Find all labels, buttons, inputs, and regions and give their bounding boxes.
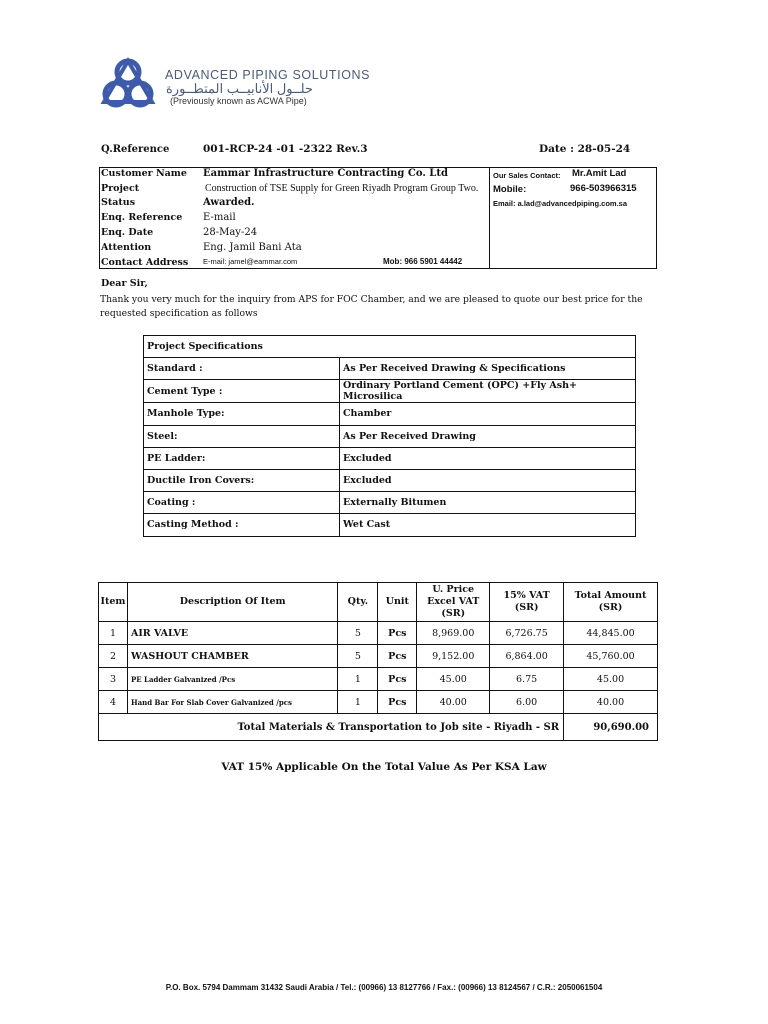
spec-key: Steel:	[144, 425, 340, 447]
total-label: Total Materials & Transportation to Job site - Riyadh - SR	[99, 714, 564, 741]
spec-key: PE Ladder:	[144, 447, 340, 469]
item-description: AIR VALVE	[127, 622, 337, 645]
spec-row	[144, 403, 636, 425]
item-total: 44,845.00	[564, 622, 658, 645]
total-line1: Total Amount	[574, 590, 647, 601]
col-header-unit: Unit	[378, 583, 417, 622]
spec-key: Ductile Iron Covers:	[144, 469, 340, 491]
brand-arabic-name: حلــول الأنابيــب المتطــورة	[166, 81, 313, 96]
item-total: 40.00	[564, 691, 658, 714]
project-value: Construction of TSE Supply for Green Riyadh Program Group Two.	[205, 183, 479, 194]
spec-row	[144, 425, 636, 447]
status-label: Status	[101, 197, 136, 208]
items-header-row	[99, 583, 658, 622]
brand-name: ADVANCED PIPING SOLUTIONS	[165, 68, 371, 82]
project-label: Project	[101, 183, 140, 194]
customer-box-divider	[489, 167, 490, 269]
attention-value: Eng. Jamil Bani Ata	[203, 242, 302, 253]
sales-contact-label: Our Sales Contact:	[493, 171, 561, 180]
spec-row	[144, 492, 636, 514]
spec-header: Project Specifications	[144, 336, 636, 358]
item-description: PE Ladder Galvanized /Pcs	[127, 668, 337, 691]
attention-label: Attention	[101, 242, 152, 253]
specifications-table	[143, 335, 636, 537]
spec-row	[144, 469, 636, 491]
spec-key: Coating :	[144, 492, 340, 514]
table-row	[99, 668, 658, 691]
col-header-item: Item	[99, 583, 128, 622]
col-header-qty: Qty.	[338, 583, 378, 622]
customer-name-value: Eammar Infrastructure Contracting Co. Ltd	[203, 168, 448, 179]
spec-value: As Per Received Drawing & Specifications	[340, 358, 636, 380]
enquiry-date-label: Enq. Date	[101, 227, 154, 238]
footer-address: P.O. Box. 5794 Dammam 31432 Saudi Arabia / Tel.: (00966) 13 8127766 / Fax.: (00966) 13 8124567 / C.R.: 2050061504	[165, 983, 603, 992]
item-unit: Pcs	[378, 645, 417, 668]
item-vat: 6,726.75	[490, 622, 564, 645]
item-vat: 6.75	[490, 668, 564, 691]
item-unit-price: 40.00	[417, 691, 490, 714]
spec-row	[144, 358, 636, 380]
item-total: 45,760.00	[564, 645, 658, 668]
quote-reference-label: Q.Reference	[101, 144, 170, 155]
contact-mobile: Mob: 966 5901 44442	[383, 257, 463, 266]
customer-name-label: Customer Name	[101, 168, 187, 179]
quote-reference-value: 001-RCP-24 -01 -2322 Rev.3	[203, 143, 368, 155]
item-unit-price: 9,152.00	[417, 645, 490, 668]
item-qty: 1	[338, 691, 378, 714]
sales-mobile-value: 966-503966315	[570, 183, 637, 194]
enquiry-date-value: 28-May-24	[203, 227, 258, 238]
total-row	[99, 714, 658, 741]
spec-value: Chamber	[340, 403, 636, 425]
item-unit-price: 45.00	[417, 668, 490, 691]
status-value: Awarded.	[203, 197, 255, 208]
table-row	[99, 691, 658, 714]
item-unit: Pcs	[378, 622, 417, 645]
item-qty: 5	[338, 622, 378, 645]
spec-row	[144, 447, 636, 469]
quote-date: Date : 28-05-24	[539, 143, 631, 155]
spec-value: Wet Cast	[340, 514, 636, 536]
total-line2: (SR)	[598, 602, 623, 613]
contact-address-label: Contact Address	[101, 257, 189, 268]
item-number: 3	[99, 668, 128, 691]
total-value: 90,690.00	[564, 714, 658, 741]
table-row	[99, 622, 658, 645]
spec-key: Standard :	[144, 358, 340, 380]
spec-key: Casting Method :	[144, 514, 340, 536]
spec-value: Excluded	[340, 447, 636, 469]
items-table	[98, 582, 658, 741]
item-description: Hand Bar For Slab Cover Galvanized /pcs	[127, 691, 337, 714]
spec-value: Excluded	[340, 469, 636, 491]
spec-row	[144, 514, 636, 536]
unit-price-line1: U. Price	[432, 584, 475, 595]
spec-key: Cement Type :	[144, 380, 340, 403]
table-row	[99, 645, 658, 668]
spec-header-row	[144, 336, 636, 358]
spec-value: Ordinary Portland Cement (OPC) +Fly Ash+ Microsilica	[340, 380, 636, 403]
item-total: 45.00	[564, 668, 658, 691]
spec-value: Externally Bitumen	[340, 492, 636, 514]
item-qty: 5	[338, 645, 378, 668]
item-unit: Pcs	[378, 668, 417, 691]
sales-contact-value: Mr.Amit Lad	[572, 168, 627, 179]
unit-price-line2: Excel VAT (SR)	[427, 596, 480, 619]
brand-previous-name: (Previously known as ACWA Pipe)	[170, 96, 307, 106]
item-number: 4	[99, 691, 128, 714]
col-header-total	[564, 583, 658, 622]
item-number: 1	[99, 622, 128, 645]
contact-email: E-mail: jamel@eammar.com	[203, 257, 298, 266]
item-qty: 1	[338, 668, 378, 691]
spec-value: As Per Received Drawing	[340, 425, 636, 447]
spec-key: Manhole Type:	[144, 403, 340, 425]
greeting: Dear Sir,	[101, 278, 148, 289]
item-vat: 6.00	[490, 691, 564, 714]
item-unit-price: 8,969.00	[417, 622, 490, 645]
col-header-unit-price	[417, 583, 490, 622]
item-vat: 6,864.00	[490, 645, 564, 668]
spec-row	[144, 380, 636, 403]
vat-note: VAT 15% Applicable On the Total Value As Per KSA Law	[221, 761, 547, 773]
sales-email: Email: a.lad@advancedpiping.com.sa	[493, 199, 628, 208]
col-header-vat: 15% VAT (SR)	[490, 583, 564, 622]
col-header-description: Description Of Item	[127, 583, 337, 622]
enquiry-reference-value: E-mail	[203, 212, 236, 223]
enquiry-reference-label: Enq. Reference	[101, 212, 183, 223]
item-unit: Pcs	[378, 691, 417, 714]
intro-paragraph: Thank you very much for the inquiry from APS for FOC Chamber, and we are pleased to quote our best price for the requested specification as follows	[100, 294, 643, 319]
item-description: WASHOUT CHAMBER	[127, 645, 337, 668]
item-number: 2	[99, 645, 128, 668]
sales-mobile-label: Mobile:	[493, 184, 527, 195]
